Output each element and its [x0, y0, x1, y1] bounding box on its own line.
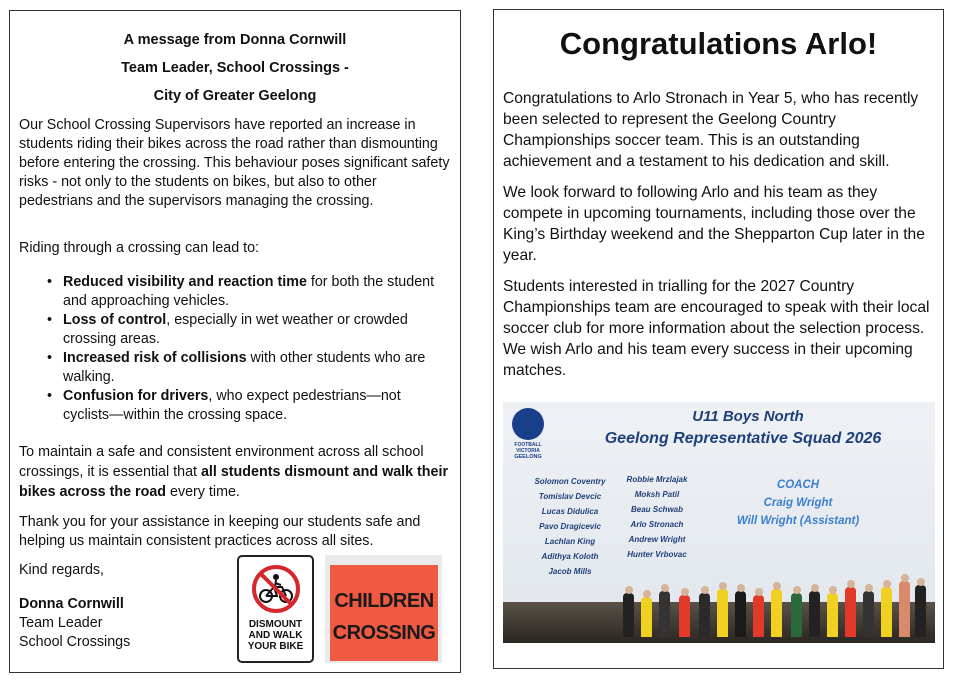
regards-text: Kind regards,: [19, 562, 105, 578]
children-crossing-sign-image: [325, 555, 442, 663]
player-name: Jacob Mills: [548, 567, 592, 576]
team-member-head: [811, 584, 819, 592]
player-name: Lachlan King: [544, 537, 596, 546]
congratulations-panel: [493, 9, 944, 669]
team-member-figure: [863, 591, 874, 637]
list-item: • Increased risk of collisions with other students who are walking.: [47, 350, 426, 385]
risk-list: [19, 273, 449, 425]
team-member-figure: [915, 585, 926, 637]
dismount-sign-line: YOUR BIKE: [247, 641, 304, 652]
dismount-sign-image: [237, 555, 314, 663]
football-victoria-logo: FOOTBALL VICTORIA GEELONG: [509, 408, 547, 460]
sign-board: [330, 565, 438, 661]
lead-paragraph: Riding through a crossing can lead to:: [19, 240, 260, 256]
player-name: Beau Schwab: [630, 505, 683, 514]
thanks-paragraph: Thank you for your assistance in keeping our students safe and helping us maintain consistent practices across all sites.: [19, 514, 421, 549]
message-subheading: Team Leader, School Crossings -: [121, 60, 349, 76]
intro-paragraph: Our School Crossing Supervisors have reported an increase in students riding their bikes across the road rather than dismounting before entering the crossing. This behaviour poses significant safety risks - not only to the students on bikes, but also to other pedestrians and the supervisors managing the crossing.: [19, 117, 450, 209]
signature-name: Donna Cornwill: [19, 596, 124, 612]
player-name: Hunter Vrbovac: [627, 550, 687, 559]
player-name: Tomislav Devcic: [538, 492, 602, 501]
coach-name: Craig Wright: [763, 497, 833, 509]
player-name: Solomon Coventry: [534, 477, 606, 486]
coach-list: [713, 476, 883, 530]
children-sign-line: CHILDREN: [334, 590, 434, 612]
squad-screen: [503, 402, 935, 602]
team-photo: [503, 402, 935, 643]
team-member-head: [847, 580, 855, 588]
team-member-head: [625, 586, 633, 594]
team-member-figure: [899, 581, 910, 637]
list-item: • Loss of control, especially in wet weather or crowded crossing areas.: [47, 312, 408, 347]
team-member-head: [701, 586, 709, 594]
crossing-message-panel: [9, 10, 461, 673]
team-member-head: [755, 588, 763, 596]
coach-heading: COACH: [776, 479, 820, 491]
team-member-figure: [679, 595, 690, 637]
team-member-figure: [791, 593, 802, 637]
player-name: Andrew Wright: [628, 535, 686, 544]
congrats-paragraph-3: Students interested in trialling for the 2027 Country Championships team are encouraged to speak with their local soccer club for more information about the selection process. We wish Arlo and his team every success in their upcoming matches.: [503, 278, 930, 379]
team-member-figure: [809, 591, 820, 637]
logo-icon: [512, 408, 544, 440]
squad-title: U11 Boys North: [692, 408, 804, 425]
signature-department: School Crossings: [19, 634, 131, 650]
team-member-figure: [881, 587, 892, 637]
team-member-head: [793, 586, 801, 594]
team-member-figure: [641, 597, 652, 637]
squad-subtitle: Geelong Representative Squad 2026: [604, 430, 882, 447]
congrats-paragraph-1: Congratulations to Arlo Stronach in Year 5, who has recently been selected to represent the Geelong Country Championships soccer team. This is an outstanding achievement and a testament to his dedication and skill.: [503, 90, 919, 170]
player-name: Arlo Stronach: [630, 520, 684, 529]
player-list-a: [525, 474, 615, 579]
congrats-paragraph-2: We look forward to following Arlo and his team as they compete in upcoming tournaments, including those over the King’s Birthday weekend and the Shepparton Cup later in the year.: [503, 184, 925, 264]
player-name: Lucas Didulica: [541, 507, 599, 516]
maintain-paragraph: To maintain a safe and consistent environment across all school crossings, it is essential that all students dismount and walk their bikes across the road every time.: [19, 444, 449, 500]
dismount-sign-line: AND WALK: [248, 630, 303, 641]
team-member-figure: [717, 589, 728, 637]
no-bike-icon: [250, 563, 302, 615]
player-name: Moksh Patil: [634, 490, 680, 499]
team-member-head: [681, 588, 689, 596]
team-member-head: [737, 584, 745, 592]
coach-name: Will Wright (Assistant): [736, 515, 860, 527]
player-name: Pavo Dragicevic: [539, 522, 601, 531]
team-member-head: [719, 582, 727, 590]
team-member-figure: [699, 593, 710, 637]
player-name: Robbie Mrzlajak: [626, 475, 688, 484]
team-member-figure: [771, 589, 782, 637]
message-organisation: City of Greater Geelong: [153, 88, 317, 104]
dismount-sign-line: DISMOUNT: [248, 619, 303, 630]
list-item: • Confusion for drivers, who expect pedestrians—not cyclists—within the crossing space.: [47, 388, 401, 423]
team-member-head: [901, 574, 909, 582]
page-title: Congratulations Arlo!: [559, 26, 878, 61]
team-member-head: [661, 584, 669, 592]
team-member-head: [773, 582, 781, 590]
team-member-head: [829, 586, 837, 594]
team-member-figure: [623, 593, 634, 637]
team-member-figure: [753, 595, 764, 637]
team-member-figure: [827, 593, 838, 637]
children-sign-line: CROSSING: [332, 622, 436, 644]
signature-role: Team Leader: [19, 615, 103, 631]
team-member-head: [883, 580, 891, 588]
player-name: Adithya Koloth: [541, 552, 599, 561]
team-member-head: [865, 584, 873, 592]
team-member-figure: [735, 591, 746, 637]
list-item: • Reduced visibility and reaction time for both the student and approaching vehicles.: [47, 274, 435, 309]
team-member-figure: [845, 587, 856, 637]
team-member-head: [917, 578, 925, 586]
message-heading: A message from Donna Cornwill: [123, 32, 347, 48]
team-member-head: [643, 590, 651, 598]
player-list-b: [615, 472, 699, 562]
team-member-figure: [659, 591, 670, 637]
